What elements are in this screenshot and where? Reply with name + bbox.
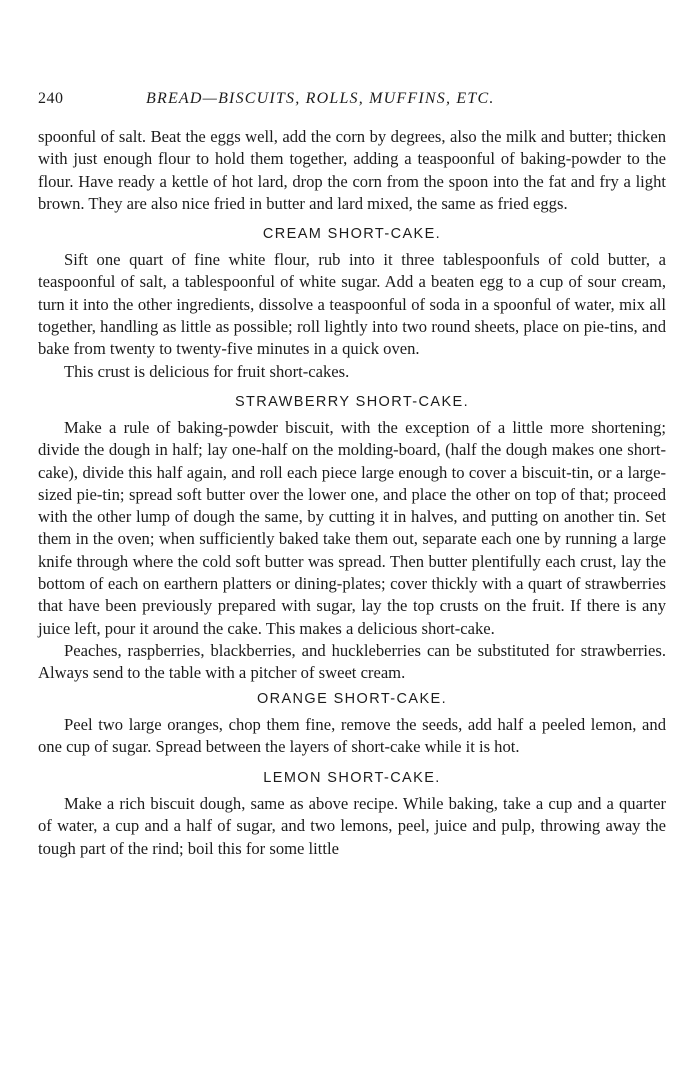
running-header [38, 90, 666, 116]
recipe-note: This crust is delicious for fruit short-cakes. [64, 361, 350, 381]
recipe-paragraph: Peel two large oranges, chop them fine, remove the seeds, add half a peeled lemon, and one cup of sugar. Spread between the layers of short-cake while it is hot. [38, 714, 666, 756]
section-lemon-short-cake [38, 770, 666, 860]
recipe-note: Peaches, raspberries, blackberries, and huckleberries can be substituted for strawberries. Always send to the table with a pitcher of sweet cream. [38, 640, 666, 683]
recipe-paragraph: Make a rich biscuit dough, same as above recipe. While baking, take a cup and a quarter of water, a cup and a half of sugar, and two lemons, peel, juice and pulp, throwing away the tough part of the rind; boil this for some little [38, 794, 666, 858]
section-heading: ORANGE SHORT-CAKE. [256, 690, 448, 707]
section-orange-short-cake [38, 691, 666, 759]
continuation-paragraph: spoonful of salt. Beat the eggs well, add the corn by degrees, also the milk and butter; thicken with just enough flour to hold them together, adding a teaspoonful of baking-powder to the flour. Have ready a kettle of hot lard, drop the corn from the spoon into the fat and fry a light brown. They are also nice fried in butter and lard mixed, the same as fried eggs. [38, 127, 666, 213]
section-heading: CREAM SHORT-CAKE. [262, 226, 442, 243]
recipe-paragraph: Make a rule of baking-powder biscuit, with the exception of a little more shortening; divide the dough in half; lay one-half on the molding-board, (half the dough makes one short-cake), divide this half again, and roll each piece large enough to cover a biscuit-tin, or a large-sized pie-tin; spread soft butter over the lower one, and place the other on top of that; proceed with the other lump of dough the same, by cutting it in halves, and putting on another tin. Set them in the oven; when sufficiently baked take them out, separate each one by running a large knife through where the cold soft butter was spread. Then butter plentifully each crust, lay the bottom of each on earthern platters or dining-plates; cover thickly with a quart of strawberries that have been previously prepared with sugar, lay the top crusts on the fruit. If there is any juice left, pour it around the cake. This makes a delicious short-cake. [38, 417, 666, 638]
page-number: 240 [38, 90, 64, 107]
section-cream-short-cake [38, 226, 666, 383]
section-heading: STRAWBERRY SHORT-CAKE. [234, 393, 470, 410]
section-strawberry-short-cake [38, 394, 666, 685]
recipe-paragraph: Sift one quart of fine white flour, rub into it three tablespoonfuls of cold butter, a teaspoonful of salt, a tablespoonful of white sugar. Add a beaten egg to a cup of sour cream, turn it into the other ingredients, dissolve a teaspoonful of soda in a spoonful of water, mix all together, handling as little as possible; roll lightly into two round sheets, place on pie-tins, and bake from twenty to twenty-five minutes in a quick oven. [38, 250, 666, 359]
running-title: BREAD—BISCUITS, ROLLS, MUFFINS, ETC. [146, 90, 495, 107]
section-heading: LEMON SHORT-CAKE. [263, 770, 441, 787]
book-page [38, 90, 666, 860]
